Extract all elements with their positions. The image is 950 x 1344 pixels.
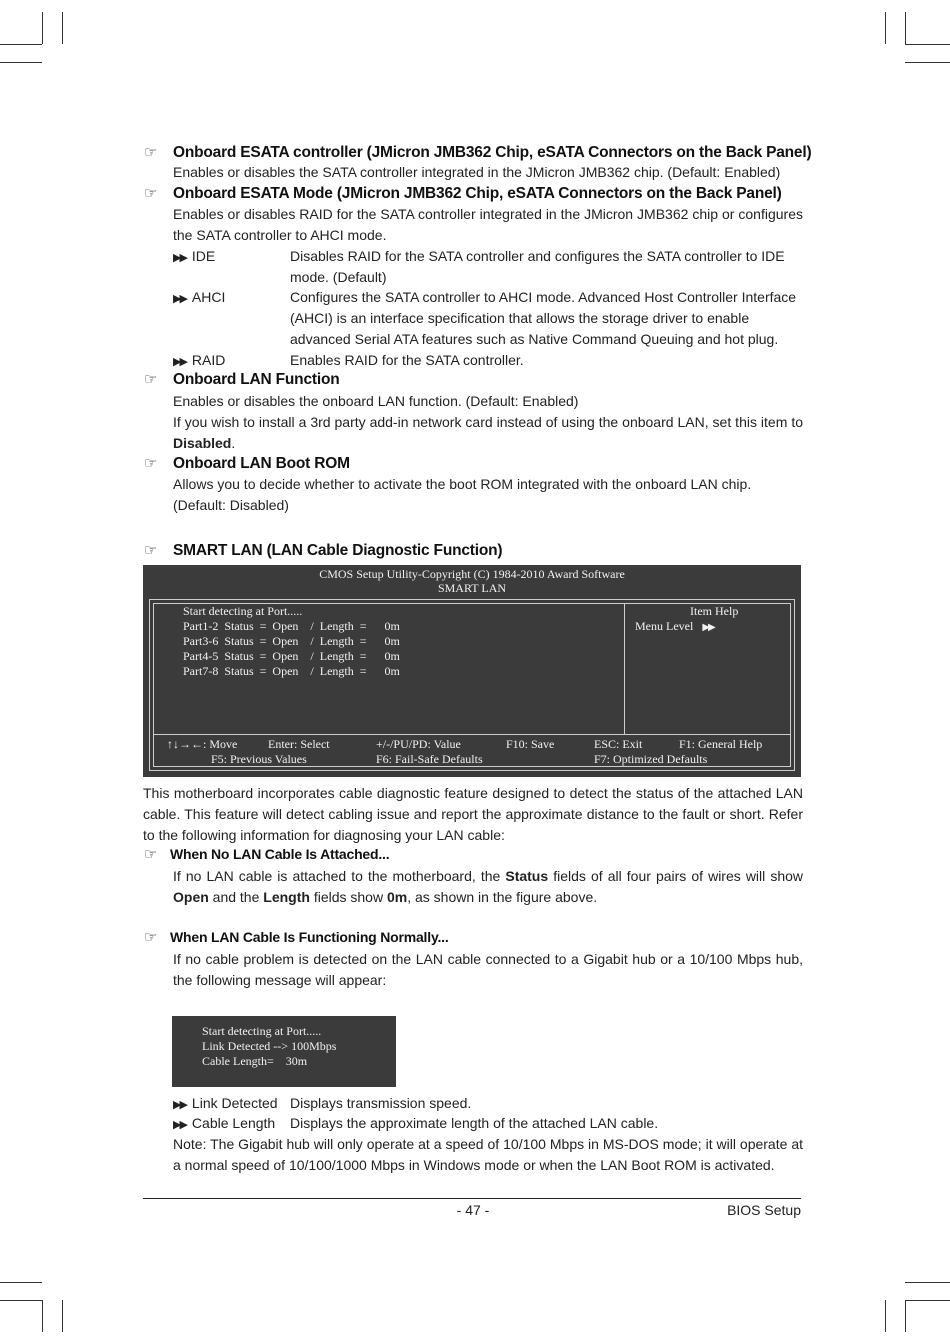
link-status-screen xyxy=(172,1016,396,1087)
footer-section-title: BIOS Setup xyxy=(727,1202,801,1218)
crop-mark xyxy=(0,1300,42,1301)
bios-outer-frame xyxy=(149,599,795,771)
option-key-label: RAID xyxy=(191,352,226,368)
gigabit-note: Note: The Gigabit hub will only operate at a speed of 10/100 Mbps in MS-DOS mode; it will operate at a normal speed of 10/100/1000 Mbps in Windows mode or when the LAN Boot ROM is activated. xyxy=(173,1136,803,1173)
subheading-no-cable: When No LAN Cable Is Attached... xyxy=(170,846,390,862)
text-run: If you wish to install a 3rd party add-in network card instead of using the onboard LAN, set this item to xyxy=(173,414,803,430)
option-desc: Disables RAID for the SATA controller and configures the SATA controller to IDE mode. (Default) xyxy=(290,248,785,285)
bios-key-help: F1: General Help xyxy=(679,737,763,751)
bios-screen xyxy=(143,565,801,777)
bios-line: Start detecting at Port..... xyxy=(183,604,303,618)
option-key xyxy=(173,287,225,310)
bios-subtitle: SMART LAN xyxy=(437,581,507,595)
option-desc: Configures the SATA controller to AHCI mode. Advanced Host Controller Interface (AHCI) is an interface specification that allows the storage driver to enable advanced Serial ATA features such as Native Command Queuing and hot plug. xyxy=(290,289,797,347)
smart-lan-description: This motherboard incorporates cable diagnostic feature designed to detect the status of the attached LAN cable. This feature will detect cabling issue and report the approximate distance to the fault or short. Refer to the following information for diagnosing your LAN cable: xyxy=(143,785,803,843)
crop-mark xyxy=(905,1300,906,1332)
option-key xyxy=(173,1113,275,1136)
section-heading-esata-controller: Onboard ESATA controller (JMicron JMB362 Chip, eSATA Connectors on the Back Panel) xyxy=(173,144,812,161)
option-desc: Enables RAID for the SATA controller. xyxy=(290,352,524,368)
bios-line: Part1-2 Status = Open / Length = 0m xyxy=(183,619,400,633)
bios-item-help: Item Help xyxy=(690,604,739,618)
double-arrow-icon: ▶▶ xyxy=(173,1119,186,1131)
pointing-hand-icon: ☞ xyxy=(144,846,158,863)
bold-term: Disabled xyxy=(173,435,232,451)
crop-mark xyxy=(905,1300,950,1301)
crop-mark xyxy=(905,62,950,63)
footer-rule xyxy=(143,1198,801,1199)
section-heading-esata-mode: Onboard ESATA Mode (JMicron JMB362 Chip, eSATA Connectors on the Back Panel) xyxy=(173,185,782,202)
crop-mark xyxy=(905,44,950,45)
crop-mark xyxy=(62,1300,63,1332)
bios-line: Part4-5 Status = Open / Length = 0m xyxy=(183,649,400,663)
option-ahci xyxy=(173,287,803,350)
bold-term: Length xyxy=(263,889,310,905)
crop-mark xyxy=(42,1300,43,1332)
bios-key-value: +/-/PU/PD: Value xyxy=(376,737,461,751)
mini-line: Start detecting at Port..... xyxy=(202,1024,322,1038)
section-heading-lan-function: Onboard LAN Function xyxy=(173,371,340,388)
option-key-label: AHCI xyxy=(191,289,226,305)
double-arrow-icon: ▶▶ xyxy=(173,252,186,264)
bios-divider xyxy=(154,734,790,735)
section-desc-esata-controller: Enables or disables the SATA controller integrated in the JMicron JMB362 chip. (Default: Enabled) xyxy=(173,164,781,180)
bios-key-exit: ESC: Exit xyxy=(594,737,643,751)
section-desc-esata-mode: Enables or disables RAID for the SATA controller integrated in the JMicron JMB362 chip or configures the SATA controller to AHCI mode. xyxy=(173,206,803,243)
option-cable-length xyxy=(173,1113,803,1134)
bios-divider xyxy=(624,604,625,734)
pointing-hand-icon: ☞ xyxy=(144,455,158,472)
normal-description: If no cable problem is detected on the LAN cable connected to a Gigabit hub or a 10/100 Mbps hub, the following message will appear: xyxy=(173,951,803,988)
no-cable-description xyxy=(173,866,803,908)
option-key-label: Link Detected xyxy=(191,1095,278,1111)
pointing-hand-icon: ☞ xyxy=(144,371,158,388)
option-desc: Displays transmission speed. xyxy=(290,1095,472,1111)
crop-mark xyxy=(905,1282,950,1283)
crop-mark xyxy=(42,12,43,44)
pointing-hand-icon: ☞ xyxy=(144,144,158,161)
option-link-detected xyxy=(173,1093,803,1114)
bold-term: Open xyxy=(173,889,209,905)
text-run: , as shown in the figure above. xyxy=(407,889,598,905)
option-ide xyxy=(173,246,803,288)
pointing-hand-icon: ☞ xyxy=(144,185,158,202)
bios-key-enter: Enter: Select xyxy=(268,737,330,751)
bios-title: CMOS Setup Utility-Copyright (C) 1984-2010 Award Software xyxy=(319,567,625,581)
crop-mark xyxy=(0,44,42,45)
pointing-hand-icon: ☞ xyxy=(144,929,158,946)
subheading-normal: When LAN Cable Is Functioning Normally... xyxy=(170,929,449,945)
option-desc: Displays the approximate length of the attached LAN cable. xyxy=(290,1115,659,1131)
text-run: fields show xyxy=(309,889,387,905)
text-run: fields of all four pairs of wires will show xyxy=(548,868,804,884)
option-key xyxy=(173,350,225,373)
bios-key-move: ↑↓→←: Move xyxy=(167,737,238,751)
crop-mark xyxy=(905,12,906,44)
section-desc-lan-boot-rom: Allows you to decide whether to activate the boot ROM integrated with the onboard LAN chip. xyxy=(173,476,752,492)
text-run: and the xyxy=(208,889,264,905)
bios-key-optimized: F7: Optimized Defaults xyxy=(594,752,708,766)
bold-term: 0m xyxy=(386,889,408,905)
crop-mark xyxy=(885,1300,886,1332)
text-run: . xyxy=(231,435,236,451)
text-run: If no LAN cable is attached to the motherboard, the xyxy=(173,868,506,884)
page-number: - 47 - xyxy=(456,1202,490,1218)
bios-menu-level xyxy=(635,619,714,635)
crop-mark xyxy=(0,62,42,63)
crop-mark xyxy=(62,12,63,44)
double-arrow-icon: ▶▶ xyxy=(173,356,186,368)
section-heading-smart-lan: SMART LAN (LAN Cable Diagnostic Function) xyxy=(173,542,503,559)
mini-line: Link Detected --> 100Mbps xyxy=(202,1039,337,1053)
bios-key-previous: F5: Previous Values xyxy=(211,752,307,766)
bios-key-save: F10: Save xyxy=(506,737,555,751)
section-desc-lan-function: Enables or disables the onboard LAN function. (Default: Enabled) xyxy=(173,393,579,409)
bios-inner-frame xyxy=(153,603,791,767)
bios-key-failsafe: F6: Fail-Safe Defaults xyxy=(376,752,483,766)
menu-level-label: Menu Level xyxy=(635,619,694,633)
mini-line: Cable Length= 30m xyxy=(202,1054,308,1068)
bios-line: Part3-6 Status = Open / Length = 0m xyxy=(183,634,400,648)
crop-mark xyxy=(0,1282,42,1283)
section-default-lan-boot-rom: (Default: Disabled) xyxy=(173,497,289,513)
crop-mark xyxy=(885,12,886,44)
pointing-hand-icon: ☞ xyxy=(144,542,158,559)
double-arrow-icon: ▶▶ xyxy=(173,1099,186,1111)
double-arrow-icon: ▶▶ xyxy=(702,622,714,633)
option-raid xyxy=(173,350,803,371)
section-note-lan-function xyxy=(173,412,803,454)
option-key xyxy=(173,246,215,269)
option-key-label: Cable Length xyxy=(191,1115,276,1131)
option-key-label: IDE xyxy=(191,248,216,264)
section-heading-lan-boot-rom: Onboard LAN Boot ROM xyxy=(173,455,350,472)
double-arrow-icon: ▶▶ xyxy=(173,293,186,305)
bios-line: Part7-8 Status = Open / Length = 0m xyxy=(183,664,400,678)
bold-term: Status xyxy=(505,868,549,884)
